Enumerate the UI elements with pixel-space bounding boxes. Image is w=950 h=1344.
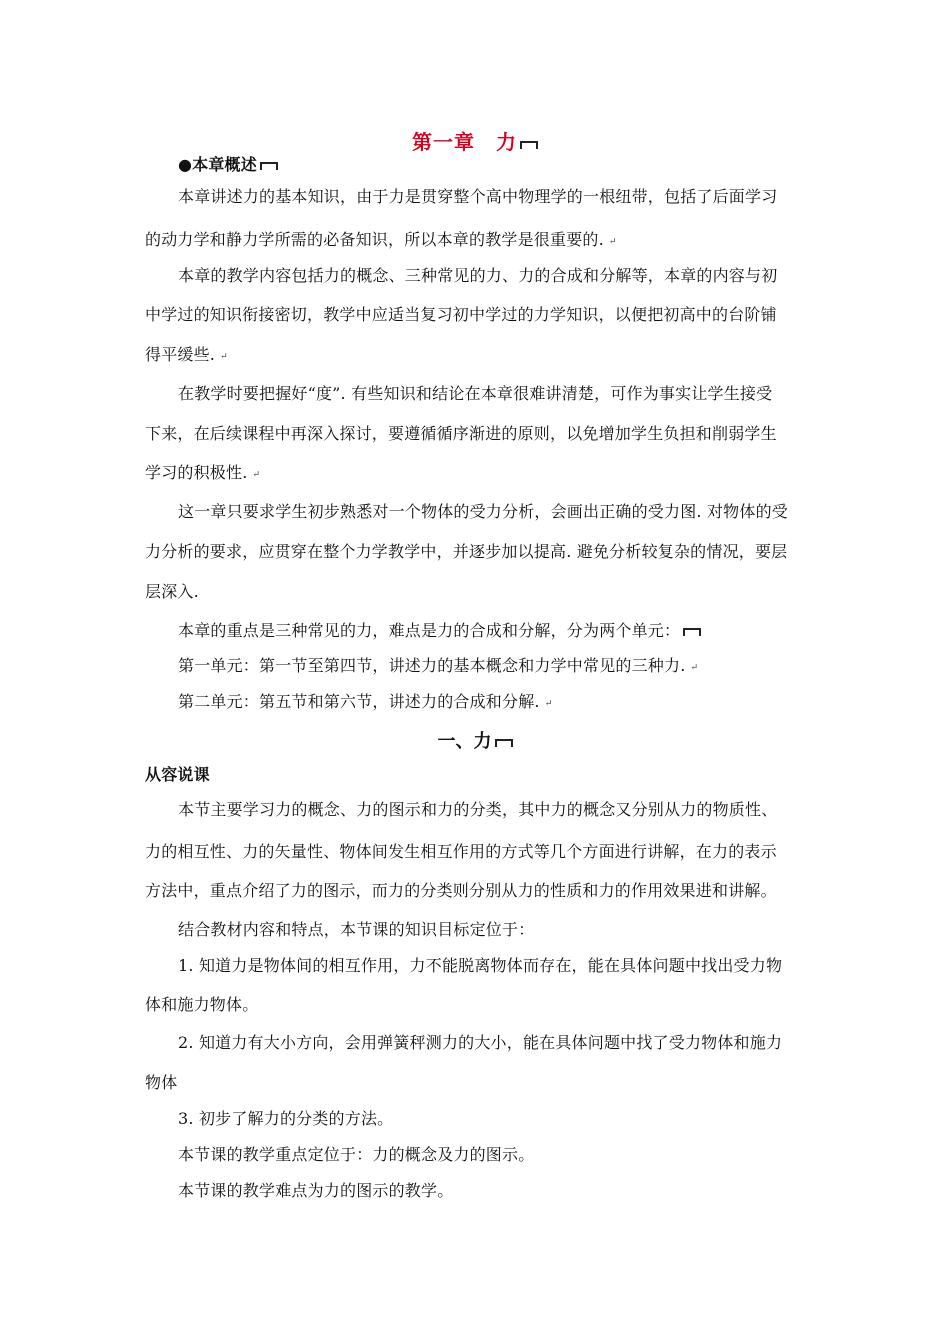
overview-line: 力分析的要求，应贯穿在整个力学教学中，并逐步加以提高. 避免分析较复杂的情况，要层	[145, 542, 788, 561]
overview-line: 下来，在后续课程中再深入探讨，要遵循循序渐进的原则，以免增加学生负担和削弱学生	[145, 424, 777, 443]
lesson-line: 体和施力物体。	[145, 995, 259, 1014]
paragraph-return-icon: ↵	[220, 352, 228, 362]
overview-line: 本章讲述力的基本知识，由于力是贯穿整个高中物理学的一根纽带，包括了后面学习	[178, 187, 778, 206]
lesson-line: 1. 知道力是物体间的相互作用，力不能脱离物体而存在，能在具体问题中找出受力物	[178, 956, 783, 975]
paragraph-mark-icon	[495, 739, 513, 747]
paragraph-mark-icon	[520, 141, 538, 149]
overview-line: 第一单元：第一节至第四节，讲述力的基本概念和力学中常见的三种力. ↵	[178, 656, 858, 678]
overview-heading: ●本章概述	[178, 155, 858, 175]
lesson-line: 本节主要学习力的概念、力的图示和力的分类，其中力的概念又分别从力的物质性、	[178, 800, 778, 819]
chapter-title-text: 第一章 力	[412, 130, 517, 154]
lesson-heading: 从容说课	[145, 765, 210, 784]
overview-line: 中学过的知识衔接密切，教学中应适当复习初中学过的力学知识，以便把初高中的台阶铺	[145, 305, 777, 324]
lesson-line: 3. 初步了解力的分类的方法。	[178, 1109, 394, 1128]
paragraph-return-icon: ↵	[544, 699, 553, 709]
lesson-line: 力的相互性、力的矢量性、物体间发生相互作用的方式等几个方面进行讲解，在力的表示	[145, 842, 777, 861]
lesson-line: 本节课的教学难点为力的图示的教学。	[178, 1181, 454, 1200]
lesson-line: 本节课的教学重点定位于：力的概念及力的图示。	[178, 1145, 535, 1164]
overview-line: 本章的教学内容包括力的概念、三种常见的力、力的合成和分解等，本章的内容与初	[178, 266, 778, 285]
overview-line: 这一章只要求学生初步熟悉对一个物体的受力分析，会画出正确的受力图. 对物体的受	[178, 502, 788, 521]
lesson-line: 方法中，重点介绍了力的图示，而力的分类则分别从力的性质和力的作用效果进和讲解。	[145, 881, 777, 900]
overview-line: 在教学时要把握好“度”. 有些知识和结论在本章很难讲清楚，可作为事实让学生接受	[178, 384, 773, 403]
overview-line: 层深入.	[145, 582, 199, 601]
lesson-line: 2. 知道力有大小方向，会用弹簧秤测力的大小，能在具体问题中找了受力物体和施力	[178, 1033, 783, 1052]
overview-line: 第二单元：第五节和第六节，讲述力的合成和分解. ↵	[178, 692, 858, 714]
paragraph-return-icon: ↵	[608, 237, 617, 247]
overview-line: 得平缓些. ↵	[145, 345, 825, 367]
overview-line: 学习的积极性. ↵	[145, 463, 825, 485]
lesson-line: 结合教材内容和特点，本节课的知识目标定位于：	[178, 920, 535, 939]
section-title: 一、力	[0, 727, 950, 753]
paragraph-mark-icon	[260, 162, 278, 170]
lesson-line: 物体	[145, 1073, 178, 1092]
paragraph-return-icon: ↵	[252, 470, 261, 480]
overview-line: 本章的重点是三种常见的力，难点是力的合成和分解，分为两个单元：	[178, 621, 858, 641]
chapter-title	[0, 126, 950, 155]
paragraph-mark-icon	[683, 628, 701, 636]
paragraph-return-icon: ↵	[690, 663, 699, 673]
overview-line: 的动力学和静力学所需的必备知识，所以本章的教学是很重要的. ↵	[145, 230, 825, 252]
